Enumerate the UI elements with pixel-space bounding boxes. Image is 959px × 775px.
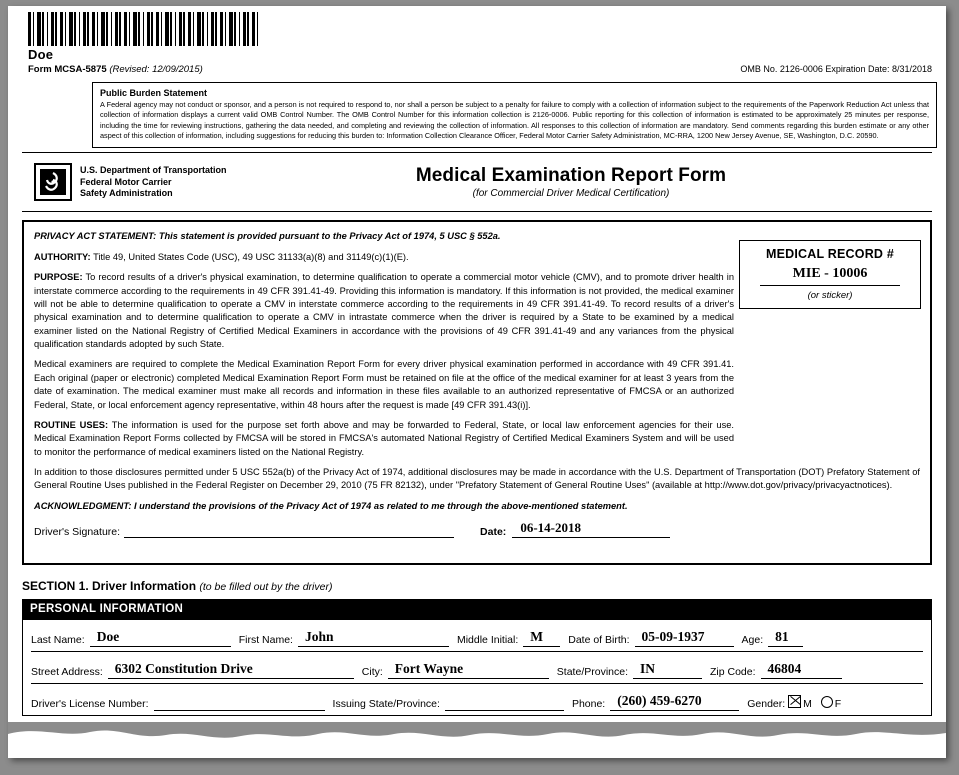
last-name-input[interactable]: Doe [90, 629, 231, 647]
form-title-block [270, 165, 932, 199]
page-torn-edge [8, 722, 946, 758]
gender-male-label: M [803, 698, 812, 711]
privacy-purpose-text: To record results of a driver's physical examination, to determine qualification to operate a commercial motor vehicle (CMV), and to promote driver health in interstate commerce according to the requirements in 49 CFR 391.41-49. Providing this information is mandatory. If this information is not provided, the medical examiner will not be able to determine qualification to operate a CMV in interstate commerce according to the requirements in 49 CFR 391.41-49. To record results of a driver's physical examination and to determine qualification to operate a CMV in intrastate commerce when the driver is required by a State to be examined by a medical examiner listed on the National Registry of Certified Medical Examiners in accordance with the provisions of 49 CFR 391.41-49 and any variances from the physical qualification standards adopted by such State. [34, 272, 734, 350]
zip-input[interactable]: 46804 [761, 661, 842, 679]
age-label: Age: [741, 634, 764, 647]
city-label: City: [361, 666, 383, 679]
date-input[interactable]: 06-14-2018 [512, 520, 670, 538]
gender-female-checkbox[interactable] [821, 696, 833, 708]
dob-label: Date of Birth: [568, 634, 630, 647]
signature-row [34, 520, 920, 538]
privacy-routine-label: ROUTINE USES: [34, 419, 109, 430]
personal-information-header: PERSONAL INFORMATION [22, 599, 932, 620]
gender-label: Gender: M F [747, 695, 841, 715]
public-burden-box [92, 82, 937, 148]
license-number-label: Driver's License Number: [31, 698, 149, 711]
form-meta-row [28, 64, 932, 75]
privacy-authority [34, 251, 734, 264]
issuing-state-input[interactable] [445, 709, 564, 711]
privacy-acknowledgment: ACKNOWLEDGMENT: I understand the provisions of the Privacy Act of 1974 as related to me through the above-mentioned statement. [34, 500, 628, 511]
barcode-name-label: Doe [28, 47, 54, 62]
privacy-authority-text: Title 49, United States Code (USC), 49 USC 31133(a)(8) and 31149(c)(1)(E). [93, 251, 409, 262]
personal-information-fields [22, 620, 932, 716]
gender-male-checkbox[interactable] [788, 695, 801, 708]
phone-label: Phone: [571, 698, 606, 711]
document-page [8, 6, 946, 758]
dob-input[interactable]: 05-09-1937 [635, 629, 734, 647]
signature-input[interactable] [124, 524, 454, 538]
street-address-input[interactable]: 6302 Constitution Drive [108, 661, 354, 679]
privacy-act-box [22, 220, 932, 565]
dot-triskelion-icon [34, 163, 72, 201]
medical-record-note: (or sticker) [807, 290, 853, 302]
privacy-purpose [34, 271, 734, 351]
state-input[interactable]: IN [633, 661, 702, 679]
privacy-routine [34, 419, 734, 459]
street-address-label: Street Address: [31, 666, 103, 679]
privacy-disclosure-text: In addition to those disclosures permitted under 5 USC 552a(b) of the Privacy Act of 1974, additional disclosures may be made in accordance with the U.S. Department of Transportation (DOT) Prefatory Statement of General Routine Uses published in the Federal Register on December 29, 2010 (75 FR 82132), under "Prefatory Statement of General Routine Uses" (available at http://www.dot.gov/privacy/privacyactnotices). [34, 467, 920, 491]
privacy-retention-text: Medical examiners are required to complete the Medical Examination Report Form for every driver physical examination performed in accordance with 49 CFR 391.41. Each original (paper or electronic) completed Medical Examination Report Form must be retained on file at the office of the medical examiner for at least 3 years from the date of examination. The medical examiner must make all records and information in these files available to an authorized representative of FMCSA or an authorized Federal, State, or local enforcement agency representative, within 48 hours after the request is made [49 CFR 391.43(i)]. [34, 359, 734, 410]
address-row [31, 652, 923, 684]
state-label: State/Province: [556, 666, 628, 679]
title-row [22, 157, 932, 207]
age-input[interactable]: 81 [768, 629, 803, 647]
date-label: Date: [480, 526, 507, 539]
license-row [31, 684, 923, 715]
page-subtitle: (for Commercial Driver Medical Certification) [472, 188, 670, 200]
form-revision: (Revised: 12/09/2015) [109, 64, 203, 75]
city-input[interactable]: Fort Wayne [388, 661, 549, 679]
gender-female-label: F [834, 698, 842, 711]
middle-initial-input[interactable]: M [523, 629, 560, 647]
license-number-input[interactable] [154, 709, 325, 711]
barcode [22, 12, 932, 62]
section-1-title: SECTION 1. Driver Information [22, 579, 197, 594]
privacy-purpose-label: PURPOSE: [34, 272, 83, 283]
barcode-stripes [28, 12, 260, 46]
privacy-authority-label: AUTHORITY: [34, 251, 91, 262]
middle-initial-label: Middle Initial: [456, 634, 519, 647]
medical-record-label: MEDICAL RECORD # [766, 247, 894, 262]
public-burden-title: Public Burden Statement [100, 88, 208, 98]
first-name-label: First Name: [238, 634, 293, 647]
phone-input[interactable]: (260) 459-6270 [610, 693, 739, 711]
issuing-state-label: Issuing State/Province: [332, 698, 440, 711]
privacy-act-heading: PRIVACY ACT STATEMENT: This statement is provided pursuant to the Privacy Act of 1974, 5 USC § 552a. [34, 231, 501, 242]
last-name-label: Last Name: [31, 634, 85, 647]
form-number: Form MCSA-5875 (Revised: 12/09/2015) [28, 64, 203, 75]
title-divider-top [22, 152, 932, 153]
page-content [8, 6, 946, 716]
page-title: Medical Examination Report Form [415, 165, 727, 187]
privacy-routine-text: The information is used for the purpose set forth above and may be forwarded to Federal, State, or local law enforcement agencies for their use. Medical Examination Report Forms collected by FMCSA will be stored in FMCSA's automated National Registry of Certified Medical Examiners System and will be used to monitor the performance of medical examiners listed on the National Registry. [34, 419, 734, 457]
zip-label: Zip Code: [710, 666, 756, 679]
section-1-heading [22, 579, 932, 593]
medical-record-value: MIE - 10006 [760, 266, 900, 286]
agency-name: U.S. Department of Transportation Federal Motor Carrier Safety Administration [80, 164, 227, 199]
name-row [31, 620, 923, 652]
medical-record-box [739, 240, 921, 309]
omb-info: OMB No. 2126-0006 Expiration Date: 8/31/2018 [740, 64, 932, 74]
title-divider-bottom [22, 211, 932, 212]
first-name-input[interactable]: John [298, 629, 449, 647]
section-1-subtitle: (to be filled out by the driver) [199, 581, 333, 594]
signature-label: Driver's Signature: [34, 526, 121, 539]
public-burden-text: A Federal agency may not conduct or sponsor, and a person is not required to respond to, nor shall a person be subject to a penalty for failure to comply with a collection of information subject to the requirements of the Paperwork Reduction Act unless that collection of information displays a current valid OMB Control Number. The OMB Control Number for this information collection is 2126-0006. Public reporting for this collection of information is estimated to be approximately 25 minutes per response, including the time for reviewing instructions, gathering the data needed, and completing and reviewing the collection of information. All responses to this collection of information are mandatory. Send comments regarding this burden estimate or any other aspect of this collection of information, including suggestions for reducing this burden to: Information Collection Clearance Officer, Federal Motor Carrier Safety Administration, MC-RRA, 1200 New Jersey Avenue, SE, Washington, D.C. 20590. [100, 100, 929, 141]
